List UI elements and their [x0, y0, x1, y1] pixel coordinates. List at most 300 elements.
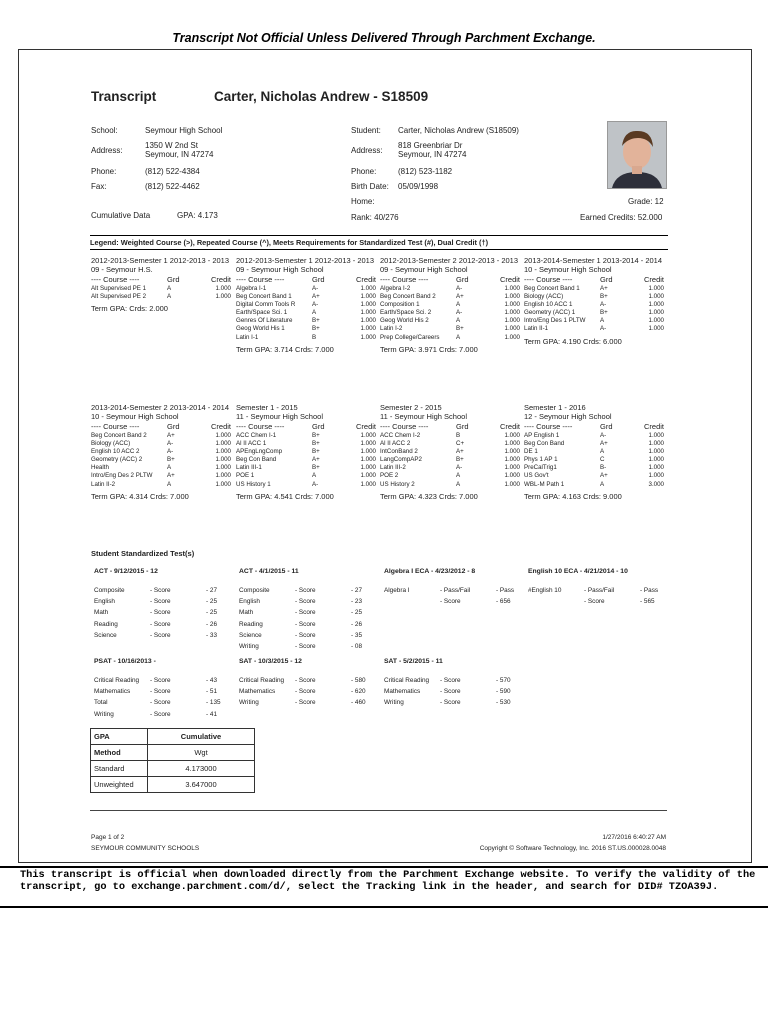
test-subject: Writing — [384, 699, 404, 707]
test-score-row — [384, 585, 524, 596]
course-row — [91, 432, 233, 440]
course-credit: 1.000 — [360, 464, 376, 472]
test-measure: - Score — [295, 609, 316, 617]
course-name: Prep College/Careers — [380, 333, 440, 341]
test-score-row — [528, 585, 668, 596]
course-name: Composition 1 — [380, 301, 420, 309]
test-subject: #English 10 — [528, 587, 562, 594]
course-row — [380, 432, 522, 440]
course-col-header: ---- Course ---- — [380, 422, 429, 431]
semester-title: 2013-2014-Semester 2 2013-2014 - 2014 — [91, 403, 230, 412]
test-value: - Pass — [640, 587, 659, 594]
test-value: - 25 — [351, 609, 363, 617]
course-grade: A+ — [600, 472, 608, 480]
test-title: SAT - 10/3/2015 - 12 — [239, 658, 302, 665]
test-score-row — [94, 630, 234, 641]
semester-block — [91, 256, 233, 313]
course-row — [236, 325, 378, 333]
course-row — [91, 285, 233, 293]
cumulative-data-label: Cumulative Data — [91, 211, 151, 220]
test-score-row — [94, 619, 234, 630]
test-value: - Pass — [496, 587, 515, 594]
credit-col-header: Credit — [210, 422, 231, 431]
course-row — [380, 309, 522, 317]
course-grade: A — [456, 472, 461, 480]
credit-col-header: Credit — [643, 422, 664, 431]
test-value: - 25 — [206, 598, 218, 606]
gpa-table-header — [91, 729, 255, 745]
course-grade: A — [167, 480, 172, 488]
term-gpa: Term GPA: 4.314 Crds: 7.000 — [91, 491, 189, 501]
course-credit: 1.000 — [360, 333, 376, 341]
course-row — [236, 285, 378, 293]
course-row — [91, 448, 233, 456]
course-row — [236, 317, 378, 325]
course-credit: 1.000 — [360, 472, 376, 480]
course-name: Beg Concert Band 1 — [524, 285, 580, 292]
semester-title: 2012-2013-Semester 1 2012-2013 - 2013 — [236, 256, 375, 265]
test-measure: - Score — [150, 631, 171, 639]
course-row — [380, 440, 522, 448]
course-row — [524, 464, 666, 472]
course-row — [524, 293, 666, 301]
test-title: SAT - 5/2/2015 - 11 — [384, 658, 443, 665]
course-credit: 1.000 — [648, 456, 664, 464]
test-measure: - Pass/Fail — [440, 587, 471, 594]
semester-title: 2013-2014-Semester 1 2013-2014 - 2014 — [524, 256, 663, 265]
test-measure: - Score — [295, 631, 316, 639]
test-subject: Critical Reading — [239, 677, 285, 684]
course-credit: 1.000 — [360, 440, 376, 448]
course-credit: 1.000 — [648, 293, 664, 301]
course-name: Geog World His 2 — [380, 317, 429, 325]
student-photo-icon — [608, 122, 666, 188]
course-name: IntConBand 2 — [380, 448, 418, 456]
course-credit: 1.000 — [648, 464, 664, 472]
term-gpa: Term GPA: 3.714 Crds: 7.000 — [236, 344, 334, 354]
test-title: English 10 ECA - 4/21/2014 - 10 — [528, 568, 628, 575]
test-score-row — [239, 675, 379, 686]
test-subject: Writing — [239, 699, 259, 707]
course-grade: A+ — [456, 293, 464, 301]
test-title: Algebra I ECA - 4/23/2012 - 8 — [384, 568, 476, 575]
test-measure: - Score — [440, 699, 461, 707]
test-score-row — [239, 619, 379, 630]
test-title: PSAT - 10/16/2013 - — [94, 658, 156, 665]
semester-school: 09 - Seymour High School — [236, 265, 324, 274]
course-row — [524, 456, 666, 464]
school-phone-label: Phone: — [91, 167, 117, 176]
school-address-line2: Seymour, IN 47274 — [145, 150, 214, 159]
gpa-method-value: 4.173000 — [148, 761, 255, 777]
course-name: Beg Con Band — [524, 440, 565, 448]
test-measure: - Pass/Fail — [584, 587, 615, 594]
test-score-row — [384, 675, 524, 686]
test-score-row — [384, 686, 524, 697]
course-credit: 1.000 — [215, 293, 231, 301]
test-title: ACT - 4/1/2015 - 11 — [239, 568, 299, 575]
course-name: Latin II-1 — [524, 325, 549, 333]
course-grade: B+ — [167, 456, 175, 464]
course-row — [524, 285, 666, 293]
grade-col-header: Grd — [456, 422, 469, 431]
course-grade: A- — [456, 285, 463, 292]
course-credit: 1.000 — [215, 472, 231, 480]
gpa-table-row — [91, 777, 255, 793]
credit-col-header: Credit — [355, 275, 376, 284]
cumulative-gpa: GPA: 4.173 — [177, 211, 218, 220]
test-value: - 26 — [206, 620, 218, 628]
course-grade: B+ — [312, 440, 320, 448]
course-credit: 1.000 — [504, 432, 520, 439]
test-measure: - Score — [440, 598, 461, 606]
course-name: AP English 1 — [524, 432, 560, 439]
test-score-row — [384, 697, 524, 708]
course-name: Latin II-2 — [91, 480, 116, 488]
semester-school: 10 - Seymour High School — [91, 412, 179, 421]
course-credit: 1.000 — [504, 480, 520, 488]
course-grade: B+ — [600, 309, 608, 317]
test-measure: - Score — [584, 598, 605, 606]
class-rank: Rank: 40/276 — [351, 213, 399, 222]
test-value: - 580 — [351, 677, 366, 684]
test-subject: Composite — [239, 587, 270, 594]
course-name: PreCalTrig1 — [524, 464, 557, 472]
gpa-table-row — [91, 761, 255, 777]
school-address-line1: 1350 W 2nd St — [145, 141, 198, 150]
footer-divider — [90, 810, 667, 811]
course-credit: 1.000 — [648, 325, 664, 333]
copyright: Copyright © Software Technology, Inc. 2016 ST.US.000028.0048 — [479, 845, 666, 852]
tests-title: Student Standardized Test(s) — [91, 549, 195, 558]
test-score-row — [94, 596, 234, 607]
test-value: - 33 — [206, 631, 218, 639]
student-label: Student: — [351, 126, 381, 135]
test-subject: Science — [94, 631, 117, 639]
test-measure: - Score — [295, 643, 316, 651]
test-value: - 27 — [351, 587, 363, 594]
credit-col-header: Credit — [643, 275, 664, 284]
test-subject: Reading — [239, 620, 263, 628]
course-row — [236, 432, 378, 440]
course-credit: 1.000 — [504, 293, 520, 301]
course-name: Phys 1 AP 1 — [524, 456, 558, 464]
test-block — [384, 657, 524, 709]
test-subject: Reading — [94, 620, 118, 628]
test-block — [239, 657, 379, 709]
test-measure: - Score — [150, 598, 171, 606]
course-row — [524, 325, 666, 333]
course-col-header: ---- Course ---- — [380, 275, 429, 284]
course-name: US Gov't — [524, 472, 549, 480]
course-credit: 1.000 — [648, 472, 664, 480]
course-grade: A- — [312, 301, 319, 309]
test-value: - 530 — [496, 699, 511, 707]
test-score-row — [94, 686, 234, 697]
course-row — [91, 293, 233, 301]
test-measure: - Score — [150, 620, 171, 628]
course-row — [380, 472, 522, 480]
course-credit: 1.000 — [504, 309, 520, 317]
test-measure: - Score — [295, 620, 316, 628]
course-column-headers — [524, 421, 666, 432]
course-credit: 1.000 — [215, 285, 231, 292]
test-subject: Composite — [94, 587, 125, 594]
course-credit: 1.000 — [504, 285, 520, 292]
school-fax: (812) 522-4462 — [145, 182, 200, 191]
course-row — [524, 448, 666, 456]
gpa-table-method-row — [91, 745, 255, 761]
test-subject: Mathematics — [384, 688, 421, 696]
verification-text: This transcript is official when downloaded directly from the Parchment Exchange website. To verify the validity of the transcript, go to exchange.parchment.com/d/, select the Tracking link in the header, and search for DID# TZOA39J. — [20, 869, 756, 893]
semester-block — [380, 256, 522, 354]
course-name: Geog World His 1 — [236, 325, 285, 333]
course-grade: A — [456, 333, 461, 341]
course-name: Algebra I-2 — [380, 285, 411, 292]
semester-title: 2012-2013-Semester 1 2012-2013 - 2013 — [91, 256, 230, 265]
course-name: APEngLngComp — [236, 448, 283, 456]
course-grade: A+ — [600, 440, 608, 448]
course-name: Alt Supervised PE 2 — [91, 293, 147, 301]
course-row — [236, 309, 378, 317]
course-grade: B+ — [312, 448, 320, 456]
course-column-headers — [380, 274, 522, 285]
course-name: Genres Of Literature — [236, 317, 293, 325]
test-score-row — [384, 596, 524, 607]
course-row — [524, 472, 666, 480]
course-name: Geometry (ACC) 2 — [91, 456, 143, 464]
course-column-headers — [236, 421, 378, 432]
test-score-row — [94, 607, 234, 618]
course-grade: A- — [600, 432, 607, 439]
course-row — [91, 456, 233, 464]
course-grade: C+ — [456, 440, 465, 448]
course-credit: 1.000 — [360, 448, 376, 456]
test-measure: - Score — [440, 677, 461, 684]
course-grade: A — [167, 285, 172, 292]
course-credit: 1.000 — [648, 448, 664, 456]
course-grade: A — [600, 448, 605, 456]
course-row — [380, 334, 522, 342]
semester-block — [380, 403, 522, 501]
gpa-method-name: Standard — [91, 761, 148, 777]
course-credit: 1.000 — [648, 285, 664, 292]
course-credit: 1.000 — [504, 333, 520, 341]
test-title: ACT - 9/12/2015 - 12 — [94, 568, 158, 575]
course-name: LangCompAP2 — [380, 456, 422, 464]
course-credit: 1.000 — [648, 309, 664, 317]
credit-col-header: Credit — [355, 422, 376, 431]
test-measure: - Score — [150, 677, 171, 684]
course-name: Beg Concert Band 1 — [236, 293, 292, 301]
student-phone: (812) 523-1182 — [398, 167, 453, 176]
course-name: Intro/Eng Des 2 PLTW — [91, 472, 153, 480]
course-credit: 1.000 — [215, 480, 231, 488]
birth-date-label: Birth Date: — [351, 182, 389, 191]
semester-school: 11 - Seymour High School — [236, 412, 323, 421]
course-row — [524, 481, 666, 489]
test-measure: - Score — [295, 688, 316, 696]
grade-col-header: Grd — [167, 422, 180, 431]
student-phone-label: Phone: — [351, 167, 377, 176]
course-grade: A — [167, 293, 172, 301]
page-number: Page 1 of 2 — [91, 834, 125, 841]
test-subject: Algebra I — [384, 587, 410, 594]
course-grade: A — [456, 317, 461, 325]
course-column-headers — [524, 274, 666, 285]
term-gpa: Term GPA: Crds: 2.000 — [91, 304, 168, 314]
course-name: Latin III-1 — [236, 464, 262, 472]
course-credit: 1.000 — [215, 464, 231, 472]
home-label: Home: — [351, 197, 375, 206]
course-grade: B+ — [312, 325, 320, 333]
course-credit: 1.000 — [215, 440, 231, 448]
semester-school: 09 - Seymour High School — [380, 265, 468, 274]
test-measure: - Score — [440, 688, 461, 696]
student-address-label: Address: — [351, 146, 383, 155]
school-value: Seymour High School — [145, 126, 223, 135]
course-column-headers — [91, 274, 233, 285]
course-row — [380, 464, 522, 472]
student-value: Carter, Nicholas Andrew (S18509) — [398, 126, 519, 135]
course-name: Biology (ACC) — [91, 440, 131, 448]
semester-school: 09 - Seymour H.S. — [91, 265, 153, 274]
course-credit: 1.000 — [215, 432, 231, 439]
course-credit: 1.000 — [504, 325, 520, 333]
course-col-header: ---- Course ---- — [524, 275, 573, 284]
course-row — [380, 448, 522, 456]
course-grade: B — [456, 432, 461, 439]
course-row — [524, 440, 666, 448]
term-gpa: Term GPA: 4.190 Crds: 6.000 — [524, 336, 622, 346]
course-col-header: ---- Course ---- — [236, 275, 285, 284]
course-credit: 1.000 — [215, 448, 231, 456]
semester-title: Semester 1 - 2015 — [236, 403, 298, 412]
course-credit: 1.000 — [360, 285, 376, 292]
term-gpa: Term GPA: 4.541 Crds: 7.000 — [236, 491, 334, 501]
test-subject: Total — [94, 699, 108, 707]
school-phone: (812) 522-4384 — [145, 167, 200, 176]
semester-block — [524, 256, 666, 346]
test-subject: English — [239, 598, 260, 606]
course-credit: 1.000 — [504, 301, 520, 309]
course-grade: B+ — [600, 293, 608, 301]
course-name: Latin III-2 — [380, 464, 406, 472]
test-score-row — [528, 596, 668, 607]
test-value: - 27 — [206, 587, 218, 594]
grade-col-header: Grd — [600, 422, 613, 431]
course-credit: 1.000 — [360, 480, 376, 488]
course-credit: 1.000 — [504, 456, 520, 464]
course-grade: A- — [600, 325, 607, 333]
course-row — [236, 472, 378, 480]
course-row — [236, 334, 378, 342]
legend: Legend: Weighted Course (>), Repeated Course (^), Meets Requirements for Standardized Test (#), Dual Credit (†) — [90, 235, 668, 250]
course-row — [91, 481, 233, 489]
course-row — [380, 301, 522, 309]
course-grade: A — [600, 317, 605, 325]
course-name: Earth/Space Sci. 1 — [236, 309, 288, 317]
course-col-header: ---- Course ---- — [91, 275, 140, 284]
grade-col-header: Grd — [167, 275, 180, 284]
course-row — [524, 432, 666, 440]
course-grade: A- — [167, 440, 174, 448]
test-measure: - Score — [150, 710, 171, 718]
test-score-row — [239, 630, 379, 641]
transcript-title: Transcript — [91, 89, 157, 104]
course-name: Beg Concert Band 2 — [91, 432, 147, 439]
course-row — [236, 464, 378, 472]
test-measure: - Score — [150, 587, 171, 594]
course-column-headers — [236, 274, 378, 285]
school-label: School: — [91, 126, 118, 135]
course-row — [91, 440, 233, 448]
test-score-row — [239, 641, 379, 652]
course-credit: 1.000 — [504, 464, 520, 472]
test-value: - 460 — [351, 699, 366, 707]
test-value: - 35 — [351, 631, 363, 639]
course-grade: A — [312, 472, 317, 480]
test-block — [94, 567, 234, 641]
term-gpa: Term GPA: 4.163 Crds: 9.000 — [524, 491, 622, 501]
test-measure: - Score — [150, 688, 171, 696]
test-value: - 620 — [351, 688, 366, 696]
student-name-heading: Carter, Nicholas Andrew - S18509 — [214, 89, 429, 104]
semester-school: 12 - Seymour High School — [524, 412, 612, 421]
course-row — [91, 464, 233, 472]
course-row — [380, 481, 522, 489]
course-name: Digital Comm Tools R — [236, 301, 296, 309]
course-name: Biology (ACC) — [524, 293, 564, 301]
course-col-header: ---- Course ---- — [91, 422, 140, 431]
course-grade: A- — [312, 480, 319, 488]
birth-date: 05/09/1998 — [398, 182, 439, 191]
course-row — [91, 472, 233, 480]
course-row — [380, 325, 522, 333]
test-subject: Science — [239, 631, 262, 639]
test-score-row — [239, 686, 379, 697]
course-row — [524, 301, 666, 309]
course-row — [380, 456, 522, 464]
course-name: Al II ACC 2 — [380, 440, 411, 448]
course-credit: 1.000 — [360, 293, 376, 301]
test-value: - 43 — [206, 677, 218, 684]
school-fax-label: Fax: — [91, 182, 107, 191]
course-grade: C — [600, 456, 605, 464]
course-col-header: ---- Course ---- — [524, 422, 573, 431]
course-grade: B+ — [456, 456, 464, 464]
course-grade: A- — [456, 464, 463, 472]
term-gpa: Term GPA: 4.323 Crds: 7.000 — [380, 491, 478, 501]
course-name: US History 1 — [236, 480, 271, 488]
course-row — [380, 293, 522, 301]
test-value: - 41 — [206, 710, 218, 718]
school-address-label: Address: — [91, 146, 123, 155]
semester-block — [91, 403, 233, 501]
course-grade: A — [456, 301, 461, 309]
course-name: ACC Chem I-1 — [236, 432, 277, 439]
course-grade: B+ — [312, 432, 320, 439]
course-credit: 1.000 — [504, 448, 520, 456]
course-row — [380, 317, 522, 325]
course-grade: A+ — [312, 293, 320, 301]
test-block — [528, 567, 668, 607]
course-grade: A+ — [600, 285, 608, 292]
course-name: Health — [91, 464, 109, 472]
test-value: - 135 — [206, 699, 221, 707]
grade-col-header: Grd — [456, 275, 469, 284]
credit-col-header: Credit — [210, 275, 231, 284]
